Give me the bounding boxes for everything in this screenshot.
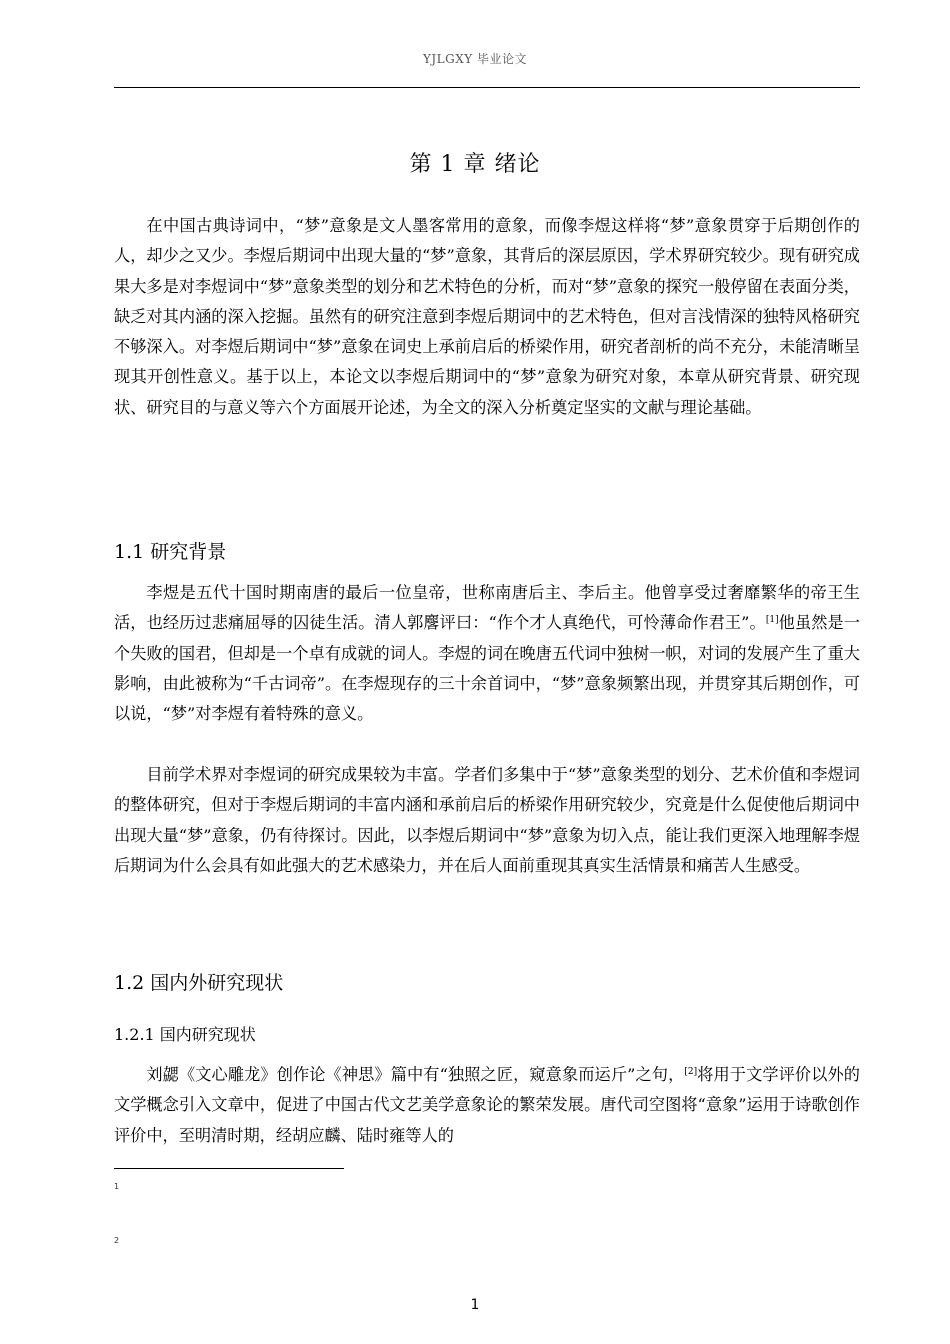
- footnote-2-marker: 2: [114, 1236, 120, 1245]
- citation-ref-1[interactable]: [1]: [765, 615, 779, 626]
- section-heading-1-1: 1.1 研究背景: [114, 541, 227, 563]
- running-header: YJLGXY 毕业论文: [422, 52, 528, 66]
- subsection-heading-1-2-1: 1.2.1 国内研究现状: [114, 1025, 256, 1044]
- footnote-rule: [114, 1168, 344, 1169]
- page-number: 1: [470, 1297, 480, 1313]
- background-paragraph-1-part-a: 李煜是五代十国时期南唐的最后一位皇帝，世称南唐后主、李后主。他曾享受过奢靡繁华的帝王生活，也经历过悲痛屈辱的囚徒生活。清人郭麐评曰：“作个才人真绝代，可怜薄命作君王”。: [114, 583, 860, 633]
- chapter-title: 第 1 章 绪论: [409, 152, 541, 177]
- intro-paragraph: 在中国古典诗词中，“梦”意象是文人墨客常用的意象，而像李煜这样将“梦”意象贯穿于后期创作的人，却少之又少。李煜后期词中出现大量的“梦”意象，其背后的深层原因，学术界研究较少。现有研究成果大多是对李煜词中“梦”意象类型的划分和艺术特色的分析，而对“梦”意象的探究一般停留在表面分类，缺乏对其内涵的深入挖掘。虽然有的研究注意到李煜后期词中的艺术特色，但对言浅情深的独特风格研究不够深入。对李煜后期词中“梦”意象在词史上承前启后的桥梁作用，研究者剖析的尚不充分，未能清晰呈现其开创性意义。基于以上，本论文以李煜后期词中的“梦”意象为研究对象，本章从研究背景、研究现状、研究目的与意义等六个方面展开论述，为全文的深入分析奠定坚实的文献与理论基础。: [114, 216, 860, 417]
- domestic-research-part-b: 将用于文学评价以外的文学概念引入文章中，促进了中国古代文艺美学意象论的繁荣发展。唐代司空图将“意象”运用于诗歌创作评价中，至明清时期，经胡应麟、陆时雍等人的: [114, 1065, 860, 1145]
- section-heading-1-2: 1.2 国内外研究现状: [114, 972, 284, 994]
- footnote-1-marker: 1: [114, 1182, 120, 1191]
- background-paragraph-1: [114, 578, 860, 729]
- citation-ref-2[interactable]: [2]: [684, 1067, 698, 1077]
- domestic-research-part-a: 刘勰《文心雕龙》创作论《神思》篇中有“独照之匠，窥意象而运斤”之句，: [146, 1065, 685, 1084]
- domestic-research-paragraph: [114, 1060, 860, 1151]
- header-rule: [114, 87, 860, 88]
- background-paragraph-1-part-b: 他虽然是一个失败的国君，但却是一个卓有成就的词人。李煜的词在晚唐五代词中独树一帜，对词的发展产生了重大影响，由此被称为“千古词帝”。在李煜现存的三十余首词中，“梦”意象频繁出现，并贯穿其后期创作，可以说，“梦”对李煜有着特殊的意义。: [114, 613, 860, 724]
- background-paragraph-2: 目前学术界对李煜词的研究成果较为丰富。学者们多集中于“梦”意象类型的划分、艺术价值和李煜词的整体研究，但对于李煜后期词的丰富内涵和承前启后的桥梁作用研究较少，究竟是什么促使他后期词中出现大量“梦”意象，仍有待探讨。因此，以李煜后期词中“梦”意象为切入点，能让我们更深入地理解李煜后期词为什么会具有如此强大的艺术感染力，并在后人面前重现其真实生活情景和痛苦人生感受。: [114, 765, 860, 875]
